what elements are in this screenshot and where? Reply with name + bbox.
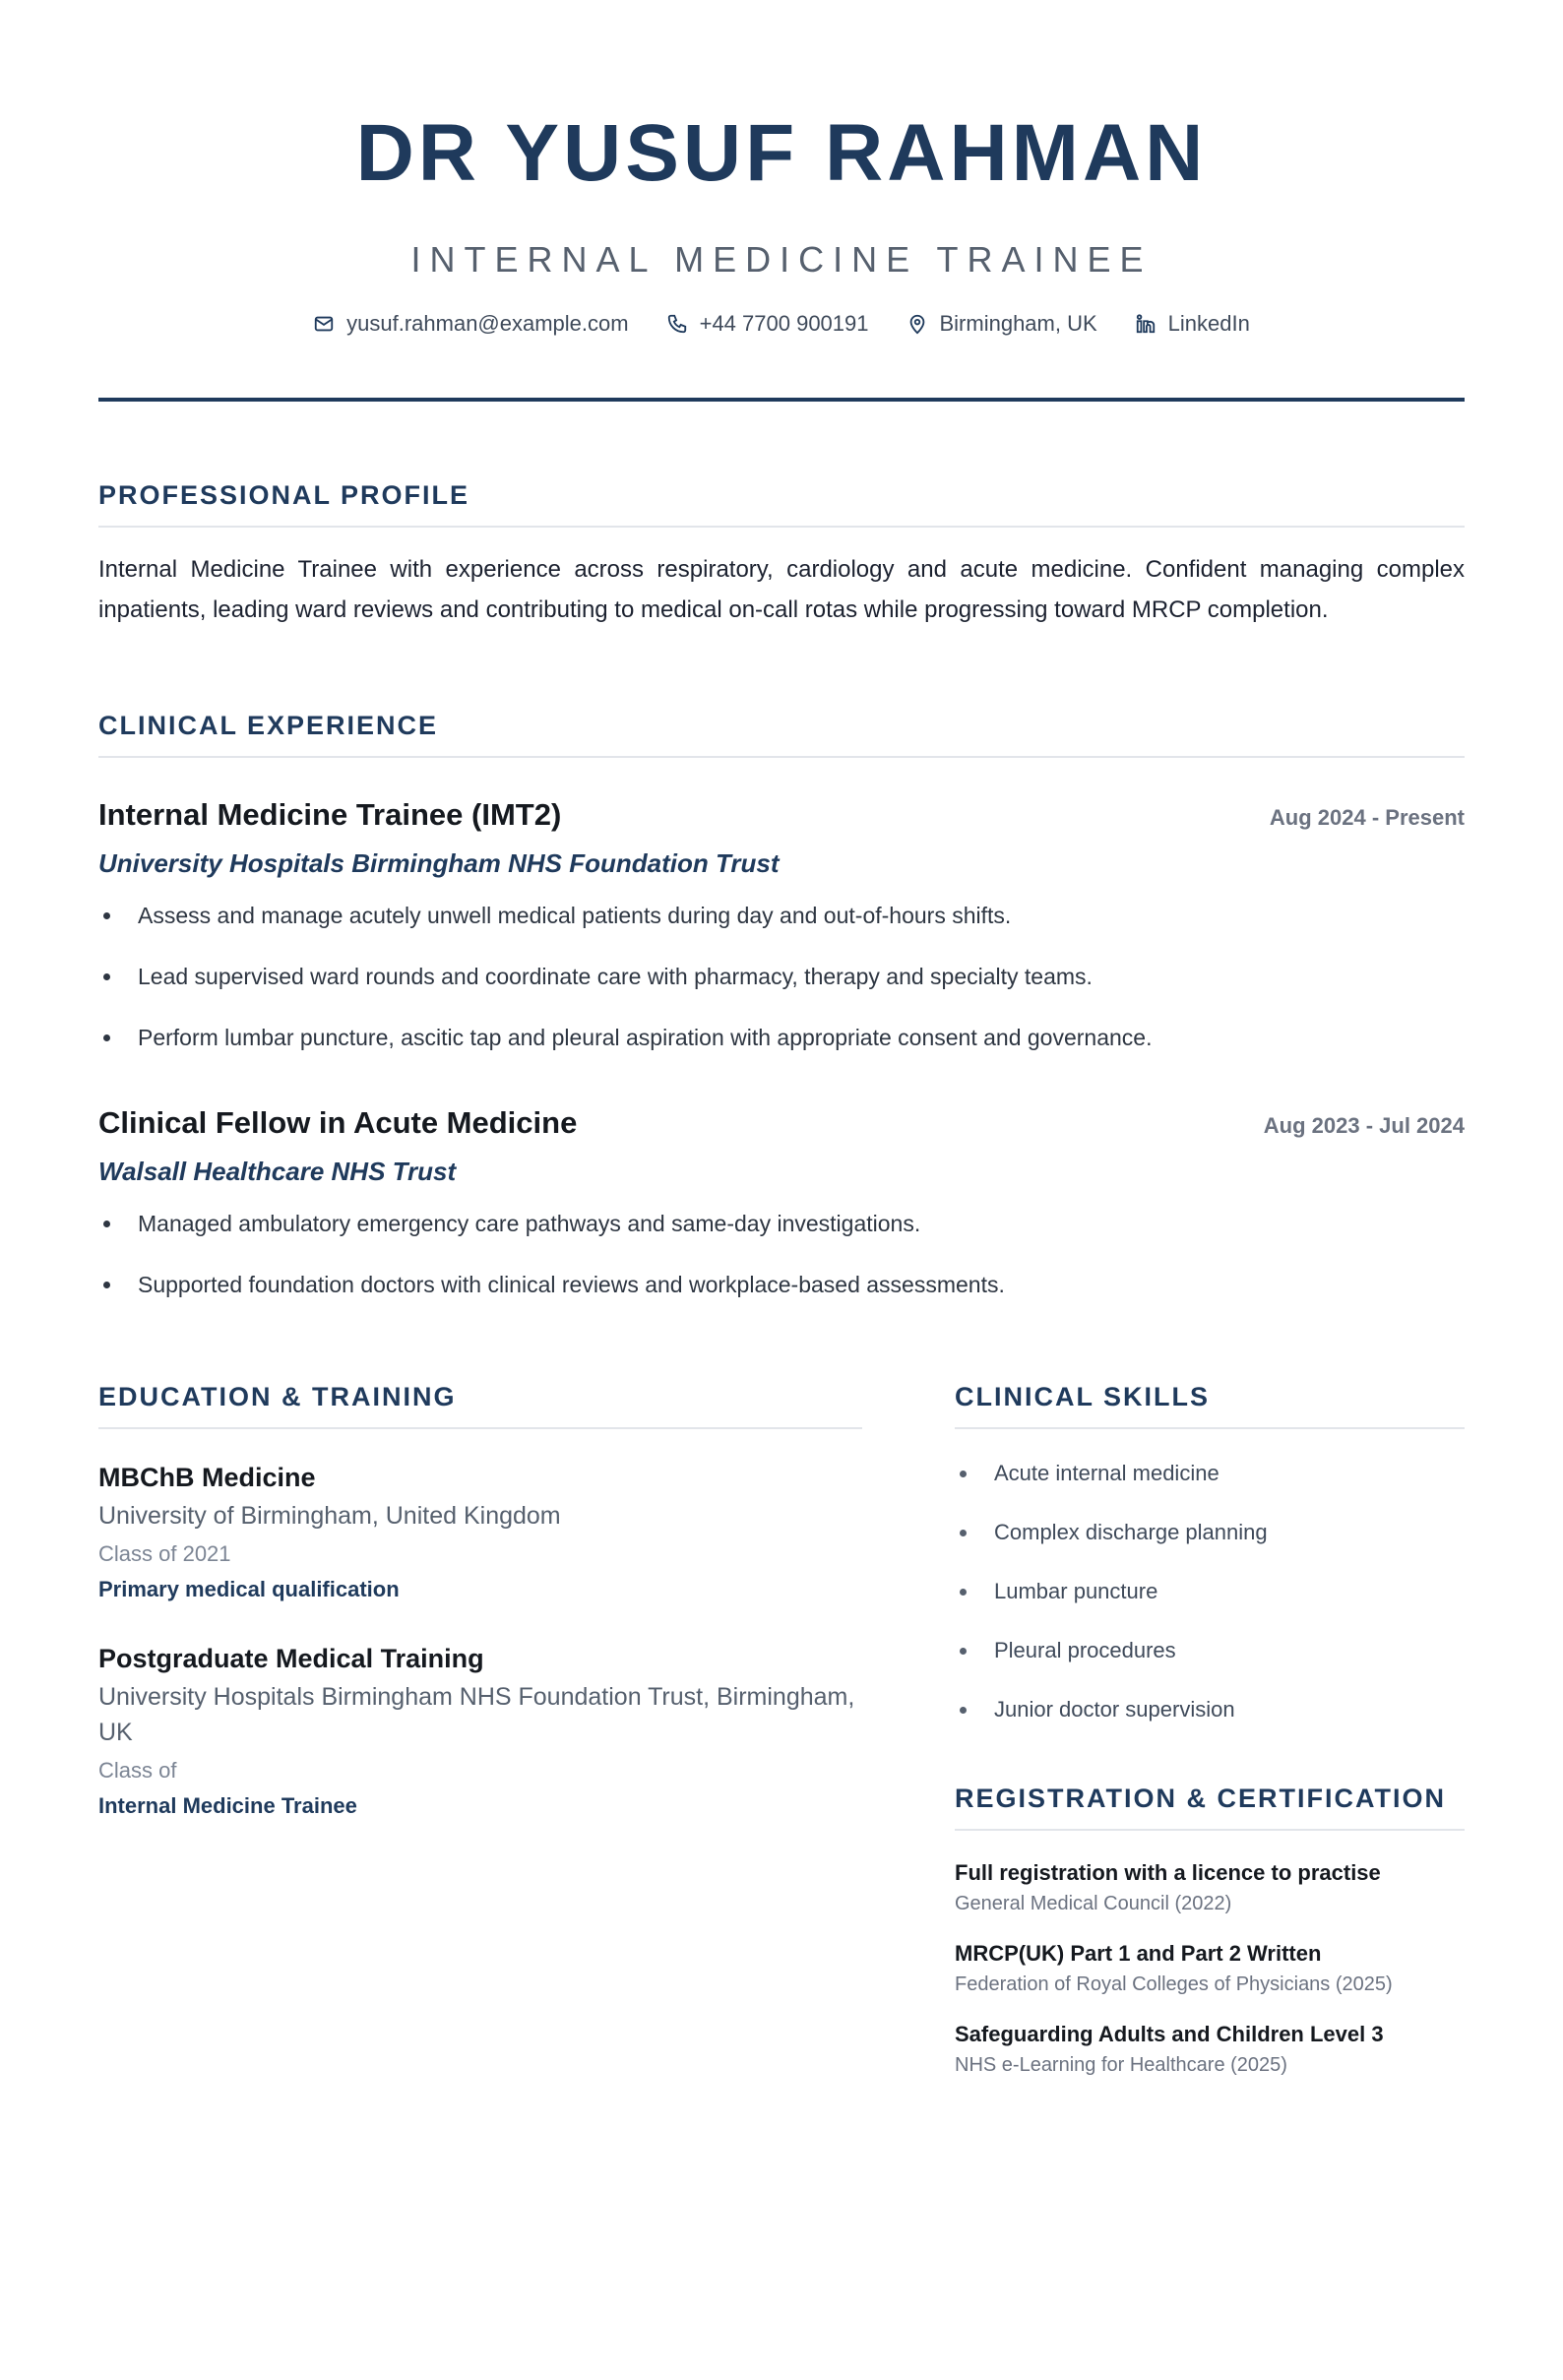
section-divider xyxy=(98,756,1465,758)
list-item: Complex discharge planning xyxy=(955,1518,1465,1547)
linkedin-icon xyxy=(1135,313,1157,335)
certification-name: Safeguarding Adults and Children Level 3 xyxy=(955,2022,1384,2046)
job-title: Clinical Fellow in Acute Medicine xyxy=(98,1105,578,1140)
right-column xyxy=(955,1380,1465,2079)
registration-section xyxy=(955,1782,1465,2079)
certification-entry xyxy=(955,1939,1465,1998)
list-item: Acute internal medicine xyxy=(955,1459,1465,1488)
education-institution: University Hospitals Birmingham NHS Foundation Trust, Birmingham, UK xyxy=(98,1683,855,1746)
candidate-name: DR YUSUF RAHMAN xyxy=(355,108,1208,198)
list-item: Supported foundation doctors with clinical reviews and workplace-based assessments. xyxy=(98,1270,1465,1299)
certification-name: Full registration with a licence to practise xyxy=(955,1860,1381,1885)
contact-phone-text: +44 7700 900191 xyxy=(699,311,869,336)
education-note: Primary medical qualification xyxy=(98,1577,400,1601)
list-item: Managed ambulatory emergency care pathways and same-day investigations. xyxy=(98,1209,1465,1238)
contact-email-text: yusuf.rahman@example.com xyxy=(346,311,629,336)
education-degree: Postgraduate Medical Training xyxy=(98,1644,484,1673)
section-divider xyxy=(955,1829,1465,1831)
two-column-area xyxy=(98,1380,1465,2079)
contact-linkedin-text: LinkedIn xyxy=(1167,311,1250,336)
list-item: Lumbar puncture xyxy=(955,1577,1465,1606)
contact-email[interactable] xyxy=(313,311,628,337)
profile-heading: PROFESSIONAL PROFILE xyxy=(98,480,470,510)
list-item: Assess and manage acutely unwell medical patients during day and out-of-hours shifts. xyxy=(98,901,1465,930)
list-item: Junior doctor supervision xyxy=(955,1695,1465,1724)
contact-location xyxy=(907,311,1097,337)
certification-issuer: NHS e-Learning for Healthcare (2025) xyxy=(955,2054,1287,2076)
section-divider xyxy=(98,1427,862,1429)
contact-bar xyxy=(98,311,1465,337)
list-item: Perform lumbar puncture, ascitic tap and pleural aspiration with appropriate consent and governance. xyxy=(98,1023,1465,1052)
experience-section xyxy=(98,709,1465,1299)
job-organization: Walsall Healthcare NHS Trust xyxy=(98,1157,457,1186)
job-dates: Aug 2024 - Present xyxy=(1269,805,1465,830)
experience-heading: CLINICAL EXPERIENCE xyxy=(98,711,439,740)
education-note: Internal Medicine Trainee xyxy=(98,1793,357,1818)
education-degree: MBChB Medicine xyxy=(98,1463,316,1492)
job-entry xyxy=(98,797,1465,1052)
education-year: Class of xyxy=(98,1758,177,1783)
header-divider xyxy=(98,398,1465,402)
profile-section xyxy=(98,478,1465,630)
list-item: Pleural procedures xyxy=(955,1636,1465,1665)
envelope-icon xyxy=(313,313,335,335)
list-item: Lead supervised ward rounds and coordinate care with pharmacy, therapy and specialty teams. xyxy=(98,962,1465,991)
skills-list xyxy=(955,1459,1465,1724)
skills-section xyxy=(955,1380,1465,1724)
education-entry xyxy=(98,1461,862,1604)
certification-issuer: General Medical Council (2022) xyxy=(955,1893,1232,1914)
map-pin-icon xyxy=(907,313,928,335)
candidate-title: INTERNAL MEDICINE TRAINEE xyxy=(410,239,1153,280)
education-section xyxy=(98,1380,862,2079)
resume-header xyxy=(98,0,1465,402)
contact-location-text: Birmingham, UK xyxy=(939,311,1097,336)
section-divider xyxy=(955,1427,1465,1429)
phone-icon xyxy=(666,313,688,335)
profile-summary: Internal Medicine Trainee with experience across respiratory, cardiology and acute medicine. Confident managing complex inpatients, leading ward reviews and contributing to medical on-call rotas while progressing toward MRCP completion. xyxy=(98,556,1465,623)
certification-issuer: Federation of Royal Colleges of Physicians (2025) xyxy=(955,1973,1393,1995)
job-title: Internal Medicine Trainee (IMT2) xyxy=(98,797,562,832)
job-dates: Aug 2023 - Jul 2024 xyxy=(1263,1113,1465,1138)
job-entry xyxy=(98,1105,1465,1299)
job-organization: University Hospitals Birmingham NHS Foundation Trust xyxy=(98,848,780,878)
certification-entry xyxy=(955,2020,1465,2079)
skills-heading: CLINICAL SKILLS xyxy=(955,1382,1210,1411)
certification-entry xyxy=(955,1858,1465,1917)
education-entry xyxy=(98,1642,862,1821)
job-duties xyxy=(98,1209,1465,1299)
education-year: Class of 2021 xyxy=(98,1541,231,1566)
education-institution: University of Birmingham, United Kingdom xyxy=(98,1502,561,1530)
certification-name: MRCP(UK) Part 1 and Part 2 Written xyxy=(955,1941,1322,1966)
contact-phone[interactable] xyxy=(666,311,869,337)
registration-heading: REGISTRATION & CERTIFICATION xyxy=(955,1784,1446,1813)
education-heading: EDUCATION & TRAINING xyxy=(98,1382,457,1411)
job-duties xyxy=(98,901,1465,1052)
contact-linkedin[interactable] xyxy=(1135,311,1250,337)
section-divider xyxy=(98,526,1465,528)
